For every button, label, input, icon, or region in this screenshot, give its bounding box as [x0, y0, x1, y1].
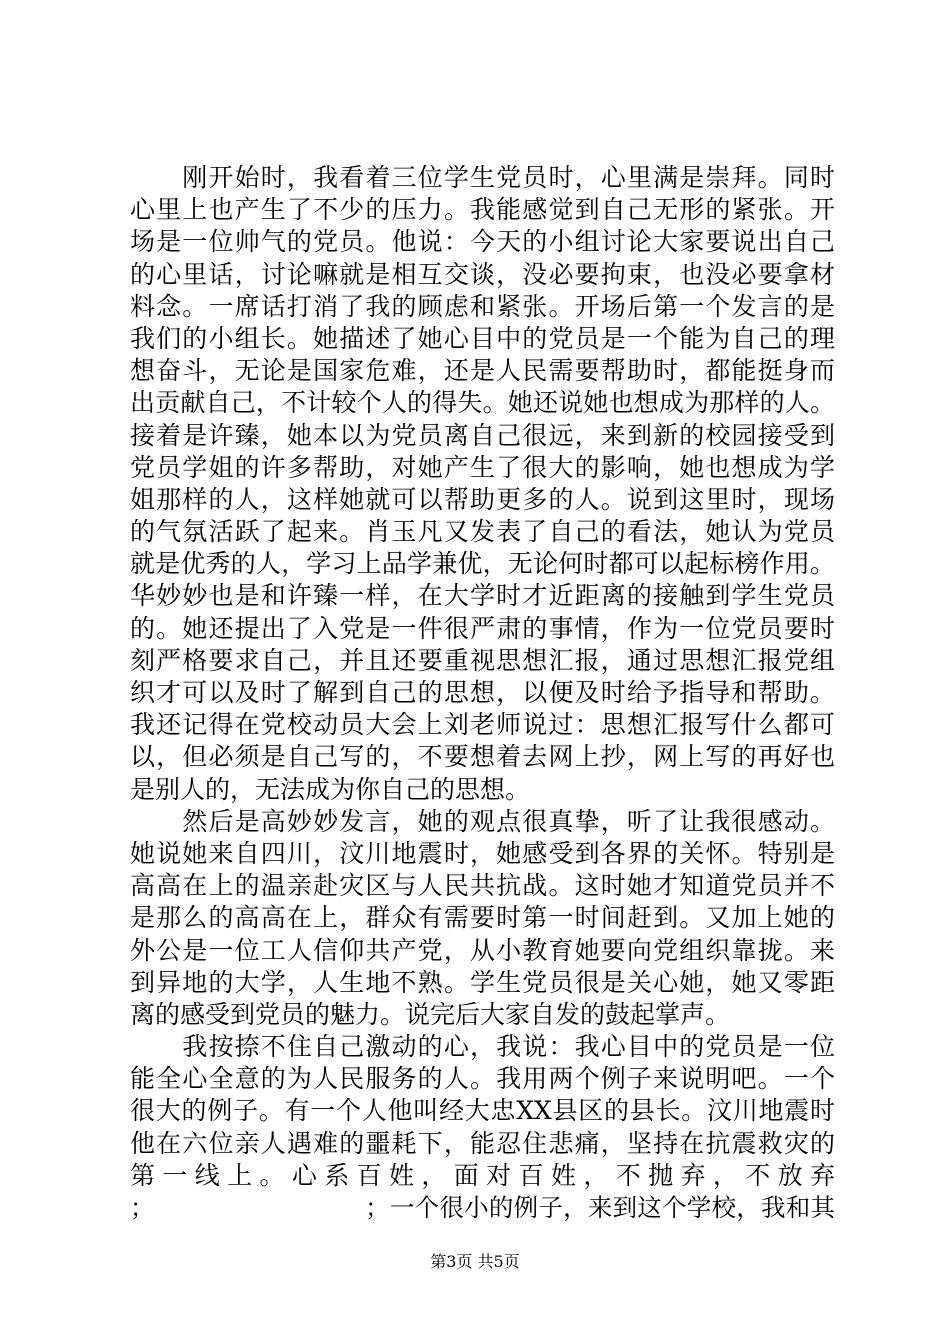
- text-line: 想奋斗，无论是国家危难，还是人民需要帮助时，都能挺身而: [130, 356, 835, 386]
- text-line: 我还记得在党校动员大会上刘老师说过：思想汇报写什么都可: [130, 710, 835, 740]
- text-line: 我按捺不住自己激动的心，我说：我心目中的党员是一位: [130, 1032, 835, 1062]
- text-line: 姐那样的人，这样她就可以帮助更多的人。说到这里时，现场: [130, 484, 835, 514]
- text-line: ； ；一个很小的例子，来到这个学校，我和其: [130, 1193, 835, 1222]
- text-line: 场是一位帅气的党员。他说：今天的小组讨论大家要说出自己: [130, 227, 835, 257]
- text-line: 党员学姐的许多帮助，对她产生了很大的影响，她也想成为学: [130, 452, 835, 482]
- text-line: 的。她还提出了入党是一件很严肃的事情，作为一位党员要时: [130, 613, 835, 643]
- text-line: 他在六位亲人遇难的噩耗下，能忍住悲痛，坚持在抗震救灾的: [130, 1128, 835, 1158]
- text-line: 织才可以及时了解到自己的思想，以便及时给予指导和帮助。: [130, 678, 835, 707]
- text-line: 我们的小组长。她描述了她心目中的党员是一个能为自己的理: [130, 323, 835, 353]
- text-line: 然后是高妙妙发言，她的观点很真挚，听了让我很感动。: [130, 806, 835, 836]
- text-line: 是那么的高高在上，群众有需要时第一时间赶到。又加上她的: [130, 903, 835, 933]
- text-line: 外公是一位工人信仰共产党，从小教育她要向党组织靠拢。来: [130, 935, 835, 965]
- text-line: 以，但必须是自己写的，不要想着去网上抄，网上写的再好也: [130, 742, 835, 772]
- text-line: 离的感受到党员的魅力。说完后大家自发的鼓起掌声。: [130, 999, 731, 1029]
- text-line: 能全心全意的为人民服务的人。我用两个例子来说明吧。一个: [130, 1064, 835, 1094]
- text-line: 的心里话，讨论嘛就是相互交谈，没必要拘束，也没必要拿材: [130, 259, 835, 289]
- text-line: 是别人的，无法成为你自己的思想。: [130, 774, 531, 804]
- text-line: 第一线上。心系百姓，面对百姓，不抛弃，不放弃: [130, 1160, 835, 1190]
- text-line: 刻严格要求自己，并且还要重视思想汇报，通过思想汇报党组: [130, 645, 835, 675]
- text-line: 就是优秀的人，学习上品学兼优，无论何时都可以起标榜作用。: [130, 549, 835, 579]
- text-line: 到异地的大学，人生地不熟。学生党员很是关心她，她又零距: [130, 967, 835, 997]
- text-line: 接着是许臻，她本以为党员离自己很远，来到新的校园接受到: [130, 420, 835, 450]
- text-line: 料念。一席话打消了我的顾虑和紧张。开场后第一个发言的是: [130, 291, 835, 321]
- text-line: 高高在上的温亲赴灾区与人民共抗战。这时她才知道党员并不: [130, 871, 835, 901]
- text-line: 心里上也产生了不少的压力。我能感觉到自己无形的紧张。开: [130, 195, 835, 225]
- page-footer: 第3页 共5页: [430, 1252, 520, 1271]
- text-line: 华妙妙也是和许臻一样，在大学时才近距离的接触到学生党员: [130, 581, 835, 611]
- text-line: 的气氛活跃了起来。肖玉凡又发表了自己的看法，她认为党员: [130, 517, 835, 547]
- text-line: 很大的例子。有一个人他叫经大忠XX县区的县长。汶川地震时: [130, 1096, 835, 1126]
- body-text: [130, 162, 835, 1224]
- text-line: 刚开始时，我看着三位学生党员时，心里满是崇拜。同时: [130, 163, 835, 192]
- text-line: 出贡献自己，不计较个人的得失。她还说她也想成为那样的人。: [130, 388, 835, 418]
- text-line: 她说她来自四川，汶川地震时，她感受到各界的关怀。特别是: [130, 838, 835, 868]
